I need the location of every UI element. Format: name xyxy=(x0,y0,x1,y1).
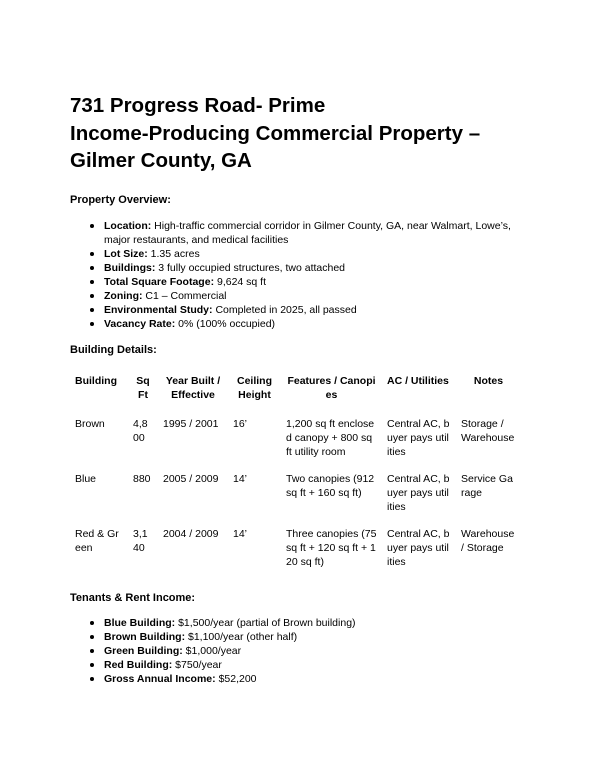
table-cell: 16’ xyxy=(233,418,248,430)
building-details-table xyxy=(70,368,521,576)
list-item xyxy=(70,261,540,275)
table-cell: Two canopies (912 sq ft + 160 sq ft) xyxy=(286,473,375,499)
list-item xyxy=(70,616,540,630)
table-header-row xyxy=(70,368,521,411)
item-label: Blue Building: xyxy=(104,617,176,629)
table-cell: Central AC, buyer pays utilities xyxy=(387,418,450,458)
item-value: $1,500/year (partial of Brown building) xyxy=(178,617,356,629)
list-item xyxy=(70,672,540,686)
list-item xyxy=(70,644,540,658)
item-label: Total Square Footage: xyxy=(104,276,215,288)
list-item xyxy=(70,289,540,303)
item-value: $1,000/year xyxy=(185,645,242,657)
item-value: C1 – Commercial xyxy=(145,290,227,302)
item-value: $1,100/year (other half) xyxy=(188,631,298,643)
tenants-list xyxy=(70,616,540,686)
item-value: 1.35 acres xyxy=(150,248,200,260)
item-label: Zoning: xyxy=(104,290,143,302)
table-row xyxy=(70,411,521,466)
item-value: 0% (100% occupied) xyxy=(178,318,276,330)
property-overview-heading: Property Overview: xyxy=(70,194,171,206)
table-cell: 4,800 xyxy=(133,418,148,444)
item-label: Brown Building: xyxy=(104,631,186,643)
item-label: Lot Size: xyxy=(104,248,148,260)
list-item xyxy=(70,219,540,247)
item-label: Location: xyxy=(104,220,152,232)
table-cell: Central AC, buyer pays utilities xyxy=(387,473,450,513)
table-cell: 1,200 sq ft enclosed canopy + 800 sq ft utility room xyxy=(286,418,375,458)
table-cell: 14’ xyxy=(233,528,248,540)
item-label: Vacancy Rate: xyxy=(104,318,176,330)
table-cell: Red & Green xyxy=(75,528,119,554)
table-row xyxy=(70,521,521,576)
column-header: Ceiling Height xyxy=(236,375,272,401)
title-line-3: Gilmer County, GA xyxy=(70,149,252,172)
list-item xyxy=(70,247,540,261)
item-value: 9,624 sq ft xyxy=(216,276,267,288)
column-header: Notes xyxy=(473,375,504,387)
table-cell: 880 xyxy=(133,473,151,485)
table-cell: 2005 / 2009 xyxy=(163,473,219,485)
item-label: Gross Annual Income: xyxy=(104,673,216,685)
list-item xyxy=(70,630,540,644)
item-value: $52,200 xyxy=(218,673,257,685)
table-cell: 14’ xyxy=(233,473,248,485)
table-cell: 2004 / 2009 xyxy=(163,528,219,540)
list-item xyxy=(70,303,540,317)
table-cell: 1995 / 2001 xyxy=(163,418,219,430)
item-value: 3 fully occupied structures, two attached xyxy=(158,262,346,274)
item-value: High-traffic commercial corridor in Gilmer County, GA, near Walmart, Lowe’s, major restaurants, and medical facilities xyxy=(104,220,511,246)
list-item xyxy=(70,317,540,331)
table-row xyxy=(70,466,521,521)
table-cell: Three canopies (75 sq ft + 120 sq ft + 120 sq ft) xyxy=(286,528,377,568)
item-label: Environmental Study: xyxy=(104,304,213,316)
page-title xyxy=(70,92,540,175)
item-label: Red Building: xyxy=(104,659,173,671)
tenants-heading: Tenants & Rent Income: xyxy=(70,592,196,604)
title-line-1: 731 Progress Road- Prime xyxy=(70,94,326,117)
table-cell: 3,140 xyxy=(133,528,148,554)
list-item xyxy=(70,658,540,672)
column-header: Building xyxy=(75,375,117,387)
column-header: Sq Ft xyxy=(136,375,150,401)
column-header: Features / Canopies xyxy=(287,375,376,401)
item-label: Green Building: xyxy=(104,645,183,657)
column-header: AC / Utilities xyxy=(387,375,449,387)
item-value: $750/year xyxy=(175,659,222,671)
property-overview-list xyxy=(70,219,540,331)
table-cell: Storage / Warehouse xyxy=(461,418,515,444)
table-cell: Warehouse / Storage xyxy=(461,528,515,554)
title-line-2: Income-Producing Commercial Property – xyxy=(70,121,481,145)
list-item xyxy=(70,275,540,289)
item-label: Buildings: xyxy=(104,262,156,274)
table-cell: Service Garage xyxy=(461,473,513,499)
table-cell: Blue xyxy=(75,473,97,485)
table-cell: Brown xyxy=(75,418,105,430)
building-details-heading: Building Details: xyxy=(70,344,157,356)
table-cell: Central AC, buyer pays utilities xyxy=(387,528,450,568)
column-header: Year Built / Effective xyxy=(165,375,221,401)
item-value: Completed in 2025, all passed xyxy=(215,304,357,316)
